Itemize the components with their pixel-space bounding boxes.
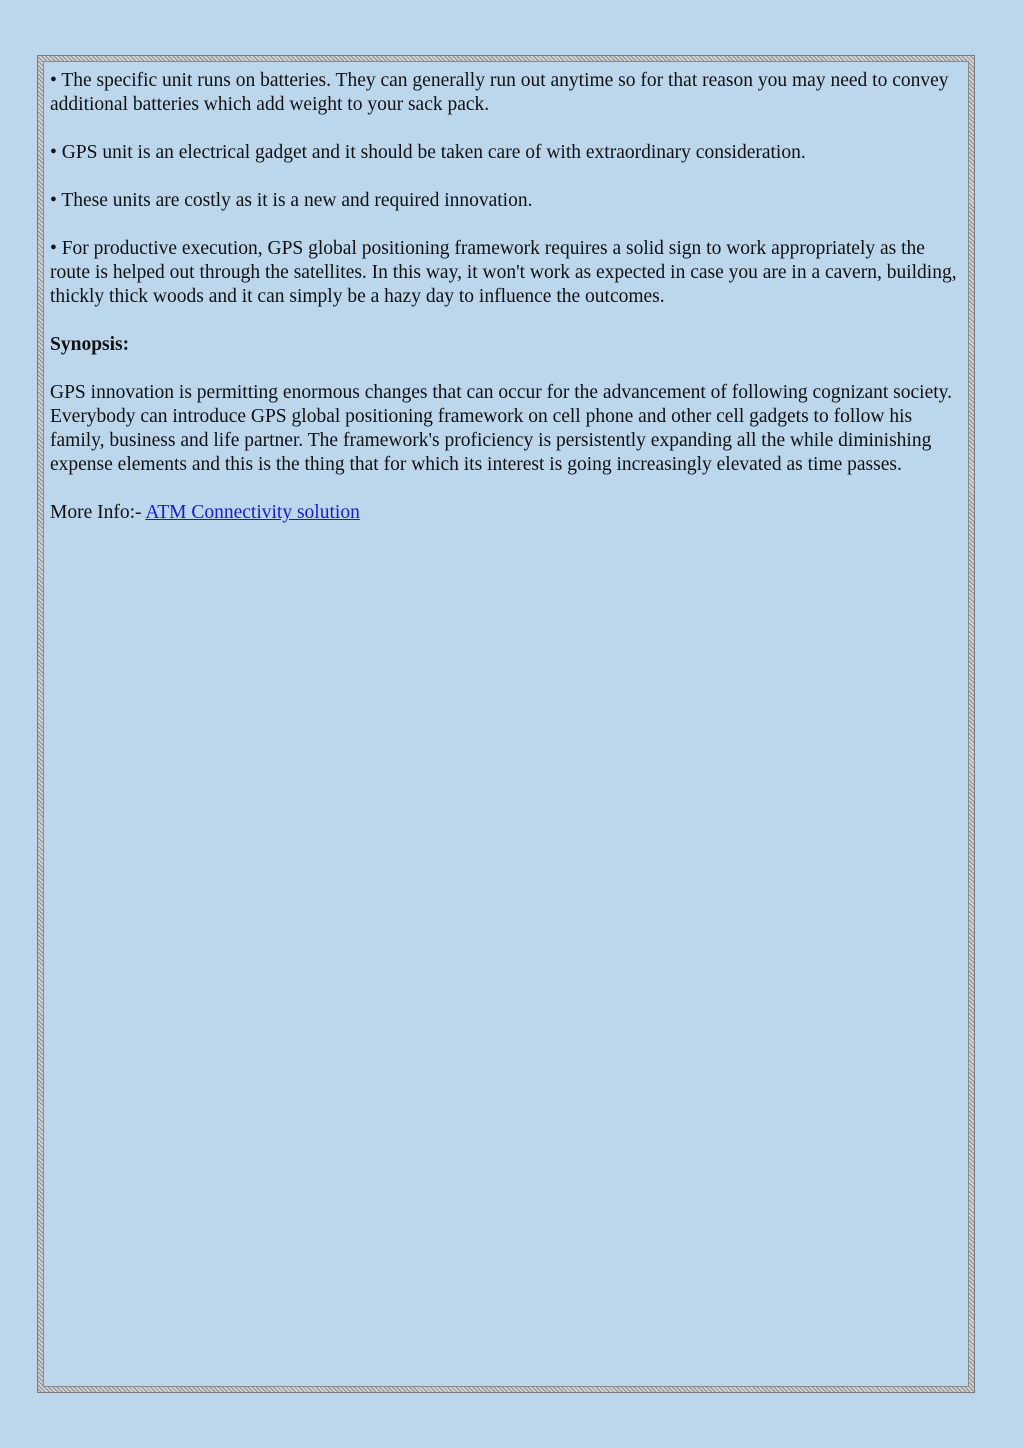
synopsis-text: GPS innovation is permitting enormous changes that can occur for the advancement of following cognizant society. Everybody can introduce GPS global positioning framework on cell phone and other cell gadgets to follow his family, business and life partner. The framework's proficiency is persistently expanding all the while diminishing expense elements and this is the thing that for which its interest is going increasingly elevated as time passes. [50, 382, 952, 475]
bullet-signal: • For productive execution, GPS global positioning framework requires a solid sign to work appropriately as the route is helped out through the satellites. In this way, it won't work as expected in case you are in a cavern, building, thickly thick woods and it can simply be a hazy day to influence the outcomes. [50, 238, 957, 307]
document-body [43, 61, 969, 1387]
synopsis-heading: Synopsis: [50, 334, 130, 355]
bullet-batteries: • The specific unit runs on batteries. They can generally run out anytime so for that reason you may need to convey additional batteries which add weight to your sack pack. [50, 70, 949, 115]
more-info-line [50, 501, 962, 525]
page-border-frame [37, 55, 975, 1393]
bullet-electrical-gadget: • GPS unit is an electrical gadget and it should be taken care of with extraordinary consideration. [50, 142, 806, 163]
more-info-label: More Info:- [50, 502, 146, 523]
atm-connectivity-link[interactable]: ATM Connectivity solution [145, 502, 360, 523]
bullet-costly: • These units are costly as it is a new and required innovation. [50, 190, 533, 211]
